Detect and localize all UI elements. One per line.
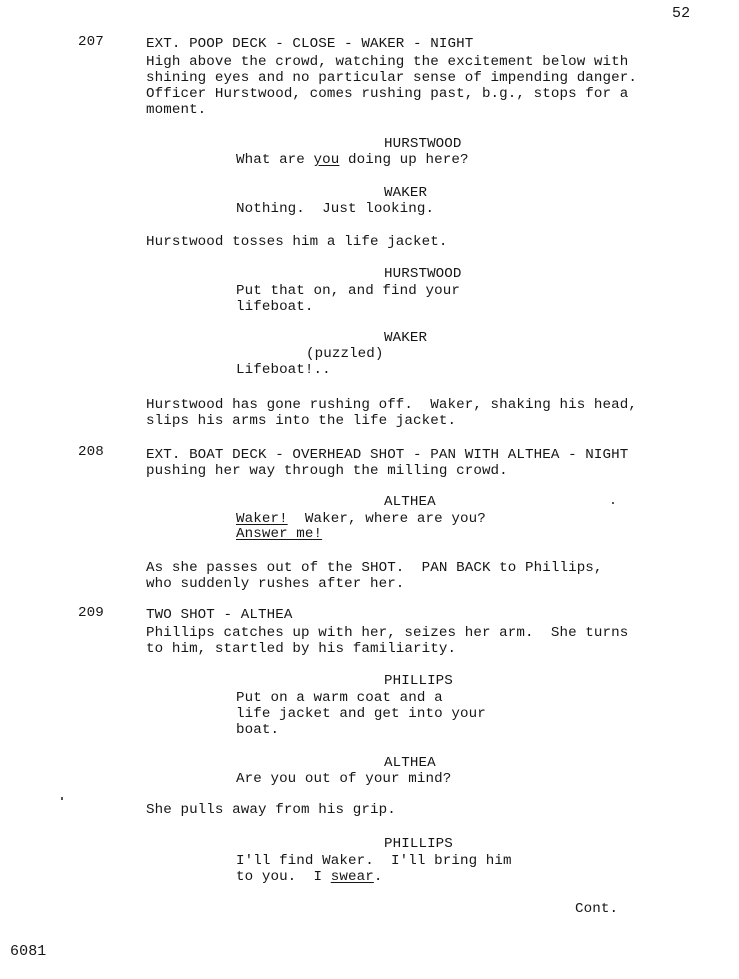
scene-number: 209 (78, 605, 104, 621)
page-number: 52 (672, 5, 691, 22)
character-name: PHILLIPS (384, 673, 453, 689)
action-line: High above the crowd, watching the excitement below with (146, 54, 629, 70)
dialogue-line: boat. (236, 722, 280, 738)
dialogue-line: Nothing. Just looking. (236, 201, 435, 217)
action-line: Officer Hurstwood, comes rushing past, b.g., stops for a (146, 86, 629, 102)
scene-heading: TWO SHOT - ALTHEA (146, 607, 293, 623)
character-name: ALTHEA (384, 755, 436, 771)
dialogue-line: What are you doing up here? (236, 152, 469, 168)
dialogue-line: Put on a warm coat and a (236, 690, 443, 706)
dialogue-line: life jacket and get into your (236, 706, 486, 722)
continued-marker: Cont. (575, 901, 619, 917)
dialogue-line: Answer me! (236, 526, 323, 542)
action-line: who suddenly rushes after her. (146, 576, 405, 592)
dialogue-line: Put that on, and find your (236, 283, 460, 299)
character-name: WAKER (384, 330, 428, 346)
action-line: Hurstwood has gone rushing off. Waker, shaking his head, (146, 397, 637, 413)
parenthetical: (puzzled) (306, 346, 384, 362)
character-name: PHILLIPS (384, 836, 453, 852)
action-line: pushing her way through the milling crowd. (146, 463, 508, 479)
dialogue-line: Lifeboat!.. (236, 362, 331, 378)
dialogue-line: to you. I swear. (236, 869, 383, 885)
character-name: WAKER (384, 185, 428, 201)
scan-speck (61, 797, 63, 800)
action-line: As she passes out of the SHOT. PAN BACK to Phillips, (146, 560, 603, 576)
dialogue-line: I'll find Waker. I'll bring him (236, 853, 512, 869)
scene-heading: EXT. BOAT DECK - OVERHEAD SHOT - PAN WITH ALTHEA - NIGHT (146, 447, 629, 463)
footer-code: 6081 (10, 943, 47, 960)
action-line: Hurstwood tosses him a life jacket. (146, 234, 448, 250)
action-line: moment. (146, 102, 207, 118)
scene-number: 207 (78, 34, 104, 50)
action-line: Phillips catches up with her, seizes her arm. She turns (146, 625, 629, 641)
action-line: She pulls away from his grip. (146, 802, 396, 818)
scan-speck (612, 502, 614, 504)
action-line: shining eyes and no particular sense of impending danger. (146, 70, 637, 86)
dialogue-line: Are you out of your mind? (236, 771, 452, 787)
action-line: to him, startled by his familiarity. (146, 641, 457, 657)
dialogue-line: lifeboat. (236, 299, 314, 315)
scene-heading: EXT. POOP DECK - CLOSE - WAKER - NIGHT (146, 36, 474, 52)
character-name: ALTHEA (384, 494, 436, 510)
dialogue-line: Waker! Waker, where are you? (236, 511, 486, 527)
action-line: slips his arms into the life jacket. (146, 413, 457, 429)
scene-number: 208 (78, 444, 104, 460)
character-name: HURSTWOOD (384, 136, 462, 152)
character-name: HURSTWOOD (384, 266, 462, 282)
